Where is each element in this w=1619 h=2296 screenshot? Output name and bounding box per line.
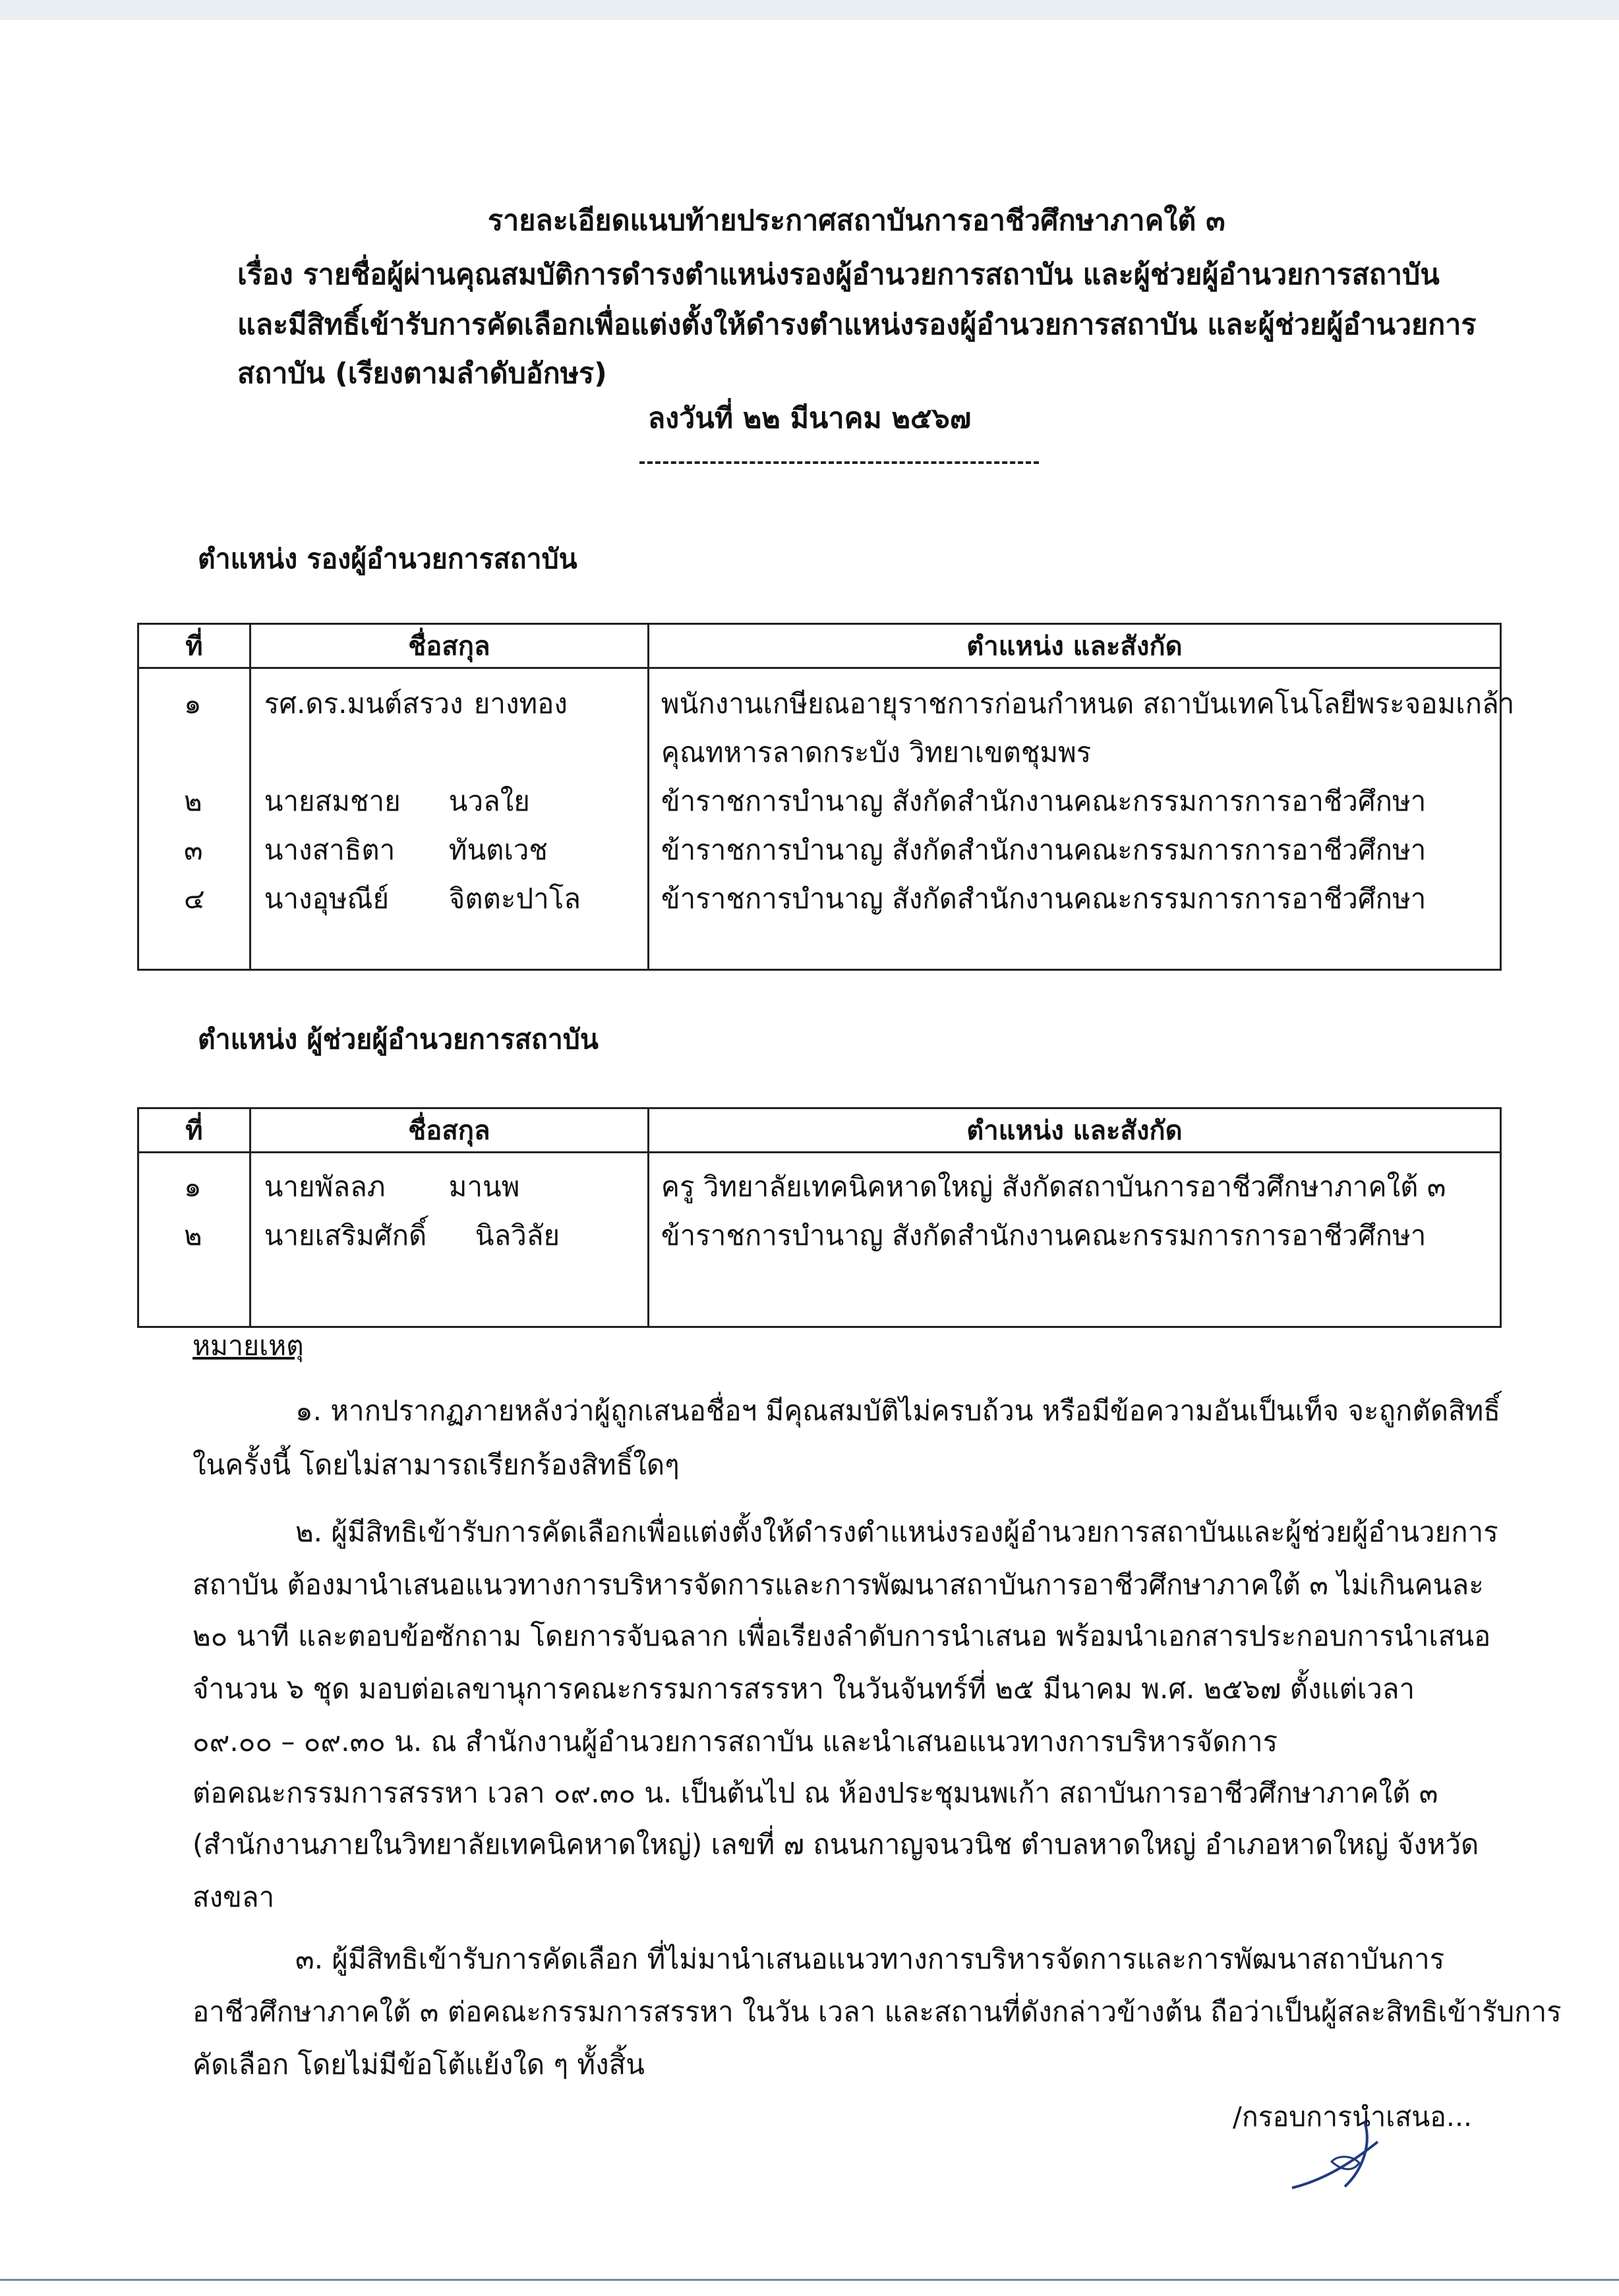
name-column — [250, 668, 648, 970]
no-column — [138, 668, 250, 970]
note-1-line-1: ๑. หากปรากฏภายหลังว่าผู้ถูกเสนอชื่อฯ มีคุณสมบัติไม่ครบถ้วน หรือมีข้อความอันเป็นเท็จ จะถูกตัดสิทธิ์ — [295, 1394, 1500, 1427]
position-text: ข้าราชการบำนาญ สังกัดสำนักงานคณะกรรมการการอาชีวศึกษา — [661, 785, 1427, 817]
position-text: ครู วิทยาลัยเทคนิคหาดใหญ่ สังกัดสถาบันการอาชีวศึกษาภาคใต้ ๓ — [661, 1170, 1446, 1203]
position-text: พนักงานเกษียณอายุราชการก่อนกำหนด สถาบันเทคโนโลยีพระจอมเกล้า — [661, 687, 1515, 720]
section-1-title: ตำแหน่ง รองผู้อำนวยการสถาบัน — [198, 543, 577, 575]
last-name: มานพ — [448, 1170, 520, 1203]
scan-bottom-edge — [0, 2279, 1619, 2281]
note-2-line-6: ต่อคณะกรรมการสรรหา เวลา ๐๙.๓๐ น. เป็นต้นไป ณ ห้องประชุมนพเก้า สถาบันการอาชีวศึกษาภาคใต้ ๓ — [192, 1777, 1438, 1809]
divider — [639, 461, 1039, 464]
column-header-position: ตำแหน่ง และสังกัด — [648, 1108, 1500, 1153]
note-2-line-4: จำนวน ๖ ชุด มอบต่อเลขานุการคณะกรรมการสรรหา ในวันจันทร์ที่ ๒๕ มีนาคม พ.ศ. ๒๕๖๗ ตั้งแต่เวลา — [192, 1673, 1415, 1705]
note-2-line-5: ๐๙.๐๐ – ๐๙.๓๐ น. ณ สำนักงานผู้อำนวยการสถาบัน และนำเสนอแนวทางการบริหารจัดการ — [192, 1725, 1278, 1758]
name-column — [250, 1153, 648, 1327]
scan-edge — [0, 0, 1619, 20]
table-body — [138, 668, 1501, 970]
row-no: ๒ — [184, 1219, 202, 1251]
continuation-text: /กรอบการนำเสนอ... — [1233, 2101, 1473, 2133]
header-line-4: สถาบัน (เรียงตามลำดับอักษร) — [237, 357, 607, 390]
header-line-3: และมีสิทธิ์เข้ารับการคัดเลือกเพื่อแต่งตั้งให้ดำรงตำแหน่งรองผู้อำนวยการสถาบัน และผู้ช่วยผู้อำนวยการ — [237, 308, 1477, 341]
row-no: ๒ — [184, 785, 202, 817]
column-header-name: ชื่อสกุล — [250, 624, 648, 668]
column-header-no: ที่ — [138, 1108, 250, 1153]
section-2-title: ตำแหน่ง ผู้ช่วยผู้อำนวยการสถาบัน — [198, 1023, 599, 1055]
position-text: ข้าราชการบำนาญ สังกัดสำนักงานคณะกรรมการการอาชีวศึกษา — [661, 1219, 1427, 1251]
note-2-line-8: สงขลา — [192, 1881, 275, 1913]
first-name: นายสมชาย — [264, 785, 401, 817]
signature-mark — [1285, 2115, 1411, 2195]
note-1-line-2: ในครั้งนี้ โดยไม่สามารถเรียกร้องสิทธิ์ใดๆ — [192, 1449, 680, 1481]
first-name: นายเสริมศักดิ์ — [264, 1219, 427, 1251]
row-no: ๑ — [184, 1170, 202, 1203]
position-text: ข้าราชการบำนาญ สังกัดสำนักงานคณะกรรมการการอาชีวศึกษา — [661, 834, 1427, 866]
first-name: นางสาธิตา — [264, 834, 396, 866]
first-name: รศ.ดร.มนต์สรวง — [264, 687, 463, 720]
last-name: ทันตเวช — [448, 834, 548, 866]
no-column — [138, 1153, 250, 1327]
note-3-line-1: ๓. ผู้มีสิทธิเข้ารับการคัดเลือก ที่ไม่มานำเสนอแนวทางการบริหารจัดการและการพัฒนาสถาบันการ — [295, 1943, 1445, 1975]
row-no: ๔ — [184, 882, 205, 915]
table-header-row — [138, 624, 1501, 668]
deputy-director-table — [137, 623, 1515, 971]
last-name: นวลใย — [448, 785, 530, 817]
note-3-line-3: คัดเลือก โดยไม่มีข้อโต้แย้งใด ๆ ทั้งสิ้น — [192, 2048, 645, 2081]
row-no: ๓ — [184, 834, 203, 866]
note-2-line-7: (สำนักงานภายในวิทยาลัยเทคนิคหาดใหญ่) เลขที่ ๗ ถนนกาญจนวนิช ตำบลหาดใหญ่ อำเภอหาดใหญ่ จังหวัด — [192, 1828, 1479, 1860]
note-2-line-2: สถาบัน ต้องมานำเสนอแนวทางการบริหารจัดการและการพัฒนาสถาบันการอาชีวศึกษาภาคใต้ ๓ ไม่เกินคนละ — [192, 1568, 1484, 1601]
column-header-name: ชื่อสกุล — [250, 1108, 648, 1153]
header-line-2: เรื่อง รายชื่อผู้ผ่านคุณสมบัติการดำรงตำแหน่งรองผู้อำนวยการสถาบัน และผู้ช่วยผู้อำนวยการสถาบัน — [237, 258, 1440, 291]
notes-heading: หมายเหตุ — [192, 1330, 304, 1362]
first-name: นายพัลลภ — [264, 1170, 386, 1203]
first-name: นางอุษณีย์ — [264, 882, 390, 915]
position-column — [648, 668, 1515, 970]
row-no: ๑ — [184, 687, 202, 720]
table-body — [138, 1153, 1501, 1327]
column-header-no: ที่ — [138, 624, 250, 668]
note-3-line-2: อาชีวศึกษาภาคใต้ ๓ ต่อคณะกรรมการสรรหา ในวัน เวลา และสถานที่ดังกล่าวข้างต้น ถือว่าเป็นผู้สละสิทธิเข้ารับการ — [192, 1995, 1562, 2028]
position-text: ข้าราชการบำนาญ สังกัดสำนักงานคณะกรรมการการอาชีวศึกษา — [661, 882, 1427, 915]
table-header-row — [138, 1108, 1501, 1153]
last-name: ยางทอง — [473, 687, 568, 720]
header-line-1: รายละเอียดแนบท้ายประกาศสถาบันการอาชีวศึกษาภาคใต้ ๓ — [488, 204, 1225, 237]
last-name: นิลวิลัย — [475, 1219, 560, 1251]
position-text: คุณทหารลาดกระบัง วิทยาเขตชุมพร — [661, 736, 1092, 768]
assistant-director-table — [137, 1107, 1502, 1328]
position-column — [648, 1153, 1500, 1327]
note-2-line-1: ๒. ผู้มีสิทธิเข้ารับการคัดเลือกเพื่อแต่งตั้งให้ดำรงตำแหน่งรองผู้อำนวยการสถาบันและผู้ช่วยผู้อำนวยการ — [295, 1516, 1498, 1548]
document-date: ลงวันที่ ๒๒ มีนาคม ๒๕๖๗ — [647, 402, 972, 435]
note-2-line-3: ๒๐ นาที และตอบข้อซักถาม โดยการจับฉลาก เพื่อเรียงลำดับการนำเสนอ พร้อมนำเอกสารประกอบการนำเสนอ — [192, 1620, 1491, 1652]
last-name: จิตตะปาโล — [448, 882, 581, 915]
column-header-position: ตำแหน่ง และสังกัด — [648, 624, 1500, 668]
